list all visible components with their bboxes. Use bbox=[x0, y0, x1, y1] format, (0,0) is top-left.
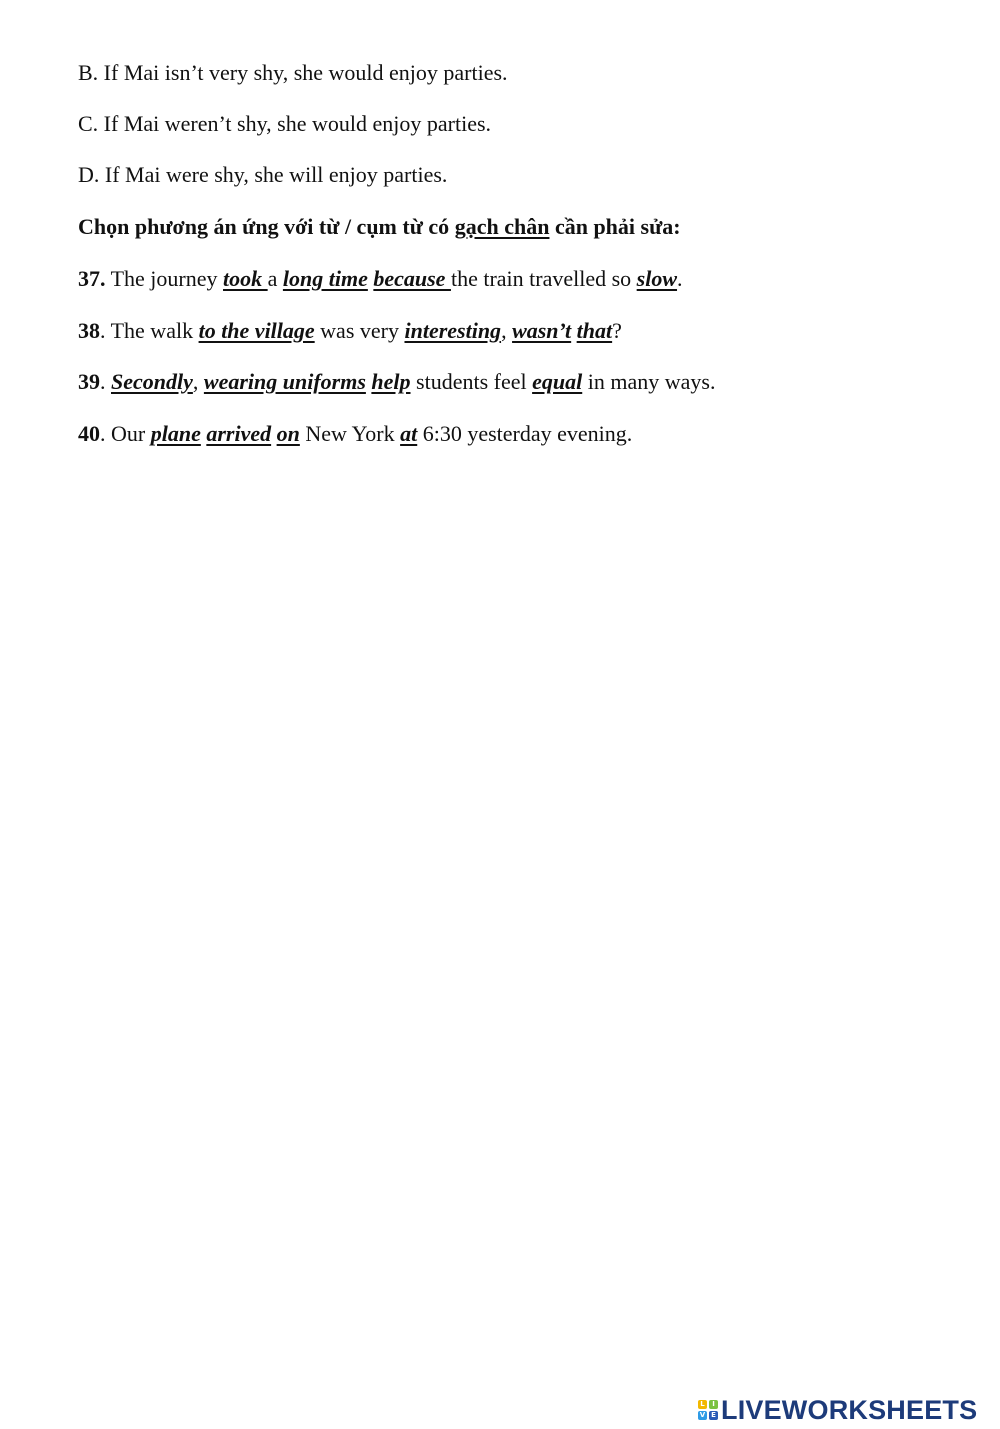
question-37 bbox=[78, 265, 683, 293]
liveworksheets-logo bbox=[698, 1393, 977, 1427]
underlined-part-a: took bbox=[223, 266, 268, 291]
instruction-underlined: gạch chân bbox=[454, 214, 550, 239]
question-text: , bbox=[192, 369, 204, 394]
liveworksheets-wordmark: LIVEWORKSHEETS bbox=[721, 1394, 978, 1425]
question-text: ? bbox=[612, 318, 622, 343]
question-text: the train travelled so bbox=[450, 266, 637, 291]
underlined-part-b: arrived bbox=[206, 421, 272, 446]
question-text: The journey bbox=[105, 266, 224, 291]
underlined-part-c: because bbox=[373, 266, 451, 291]
question-40 bbox=[78, 420, 632, 448]
underlined-part-c: on bbox=[276, 421, 300, 446]
liveworksheets-logo-icon bbox=[698, 1400, 718, 1420]
question-text: students feel bbox=[410, 369, 533, 394]
question-text: 6:30 yesterday evening. bbox=[417, 421, 633, 446]
question-text: , bbox=[501, 318, 513, 343]
question-number: 38 bbox=[78, 318, 100, 343]
logo-square-e: E bbox=[709, 1411, 718, 1420]
underlined-part-c: help bbox=[371, 369, 411, 394]
underlined-part-b: long time bbox=[282, 266, 368, 291]
underlined-part-a: to the village bbox=[198, 318, 315, 343]
underlined-part-a: plane bbox=[150, 421, 201, 446]
section-instruction bbox=[78, 213, 681, 241]
question-text: in many ways. bbox=[582, 369, 716, 394]
question-text: a bbox=[267, 266, 283, 291]
question-text: . Our bbox=[100, 421, 151, 446]
option-b: B. If Mai isn’t very shy, she would enjoy parties. bbox=[78, 60, 508, 85]
underlined-part-b: wearing uniforms bbox=[203, 369, 366, 394]
logo-square-i: I bbox=[709, 1400, 718, 1409]
question-text: . bbox=[677, 266, 683, 291]
question-text: . bbox=[100, 369, 111, 394]
underlined-part-c: wasn’t bbox=[512, 318, 572, 343]
underlined-part-d: that bbox=[576, 318, 613, 343]
question-text: . The walk bbox=[100, 318, 199, 343]
underlined-part-d: slow bbox=[636, 266, 678, 291]
question-39 bbox=[78, 368, 715, 396]
instruction-text-end: cần phải sửa: bbox=[549, 214, 681, 239]
underlined-part-b: interesting bbox=[404, 318, 502, 343]
question-text: was very bbox=[314, 318, 405, 343]
instruction-text: Chọn phương án ứng với từ / cụm từ có bbox=[78, 214, 455, 239]
question-number: 40 bbox=[78, 421, 100, 446]
option-c: C. If Mai weren’t shy, she would enjoy parties. bbox=[78, 111, 492, 136]
question-number: 37. bbox=[78, 266, 106, 291]
question-text: New York bbox=[299, 421, 401, 446]
option-d: D. If Mai were shy, she will enjoy parties. bbox=[78, 162, 448, 187]
logo-square-v: V bbox=[699, 1411, 706, 1419]
logo-square-l: L bbox=[698, 1400, 707, 1409]
underlined-part-a: Secondly bbox=[111, 369, 193, 394]
underlined-part-d: equal bbox=[532, 369, 583, 394]
question-38 bbox=[78, 317, 622, 345]
question-number: 39 bbox=[78, 369, 100, 394]
underlined-part-d: at bbox=[400, 421, 418, 446]
